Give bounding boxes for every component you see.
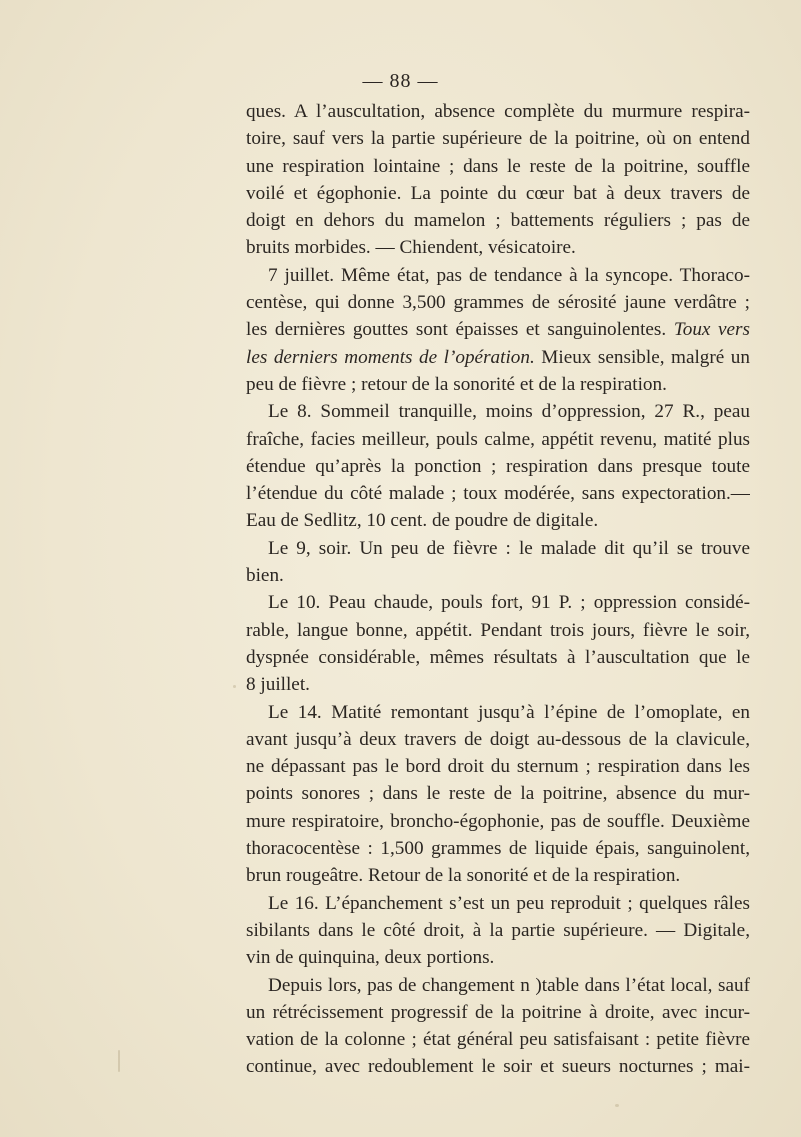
text-line [246, 316, 750, 343]
text-line: doigt en dehors du mamelon ; battements réguliers ; pas de [246, 210, 750, 232]
text-line: ques. A l’auscultation, absence complète du murmure respira- [246, 101, 750, 122]
text-line: bruits morbides. — Chiendent, vésicatoire. [246, 237, 576, 259]
text-line: dyspnée considérable, mêmes résultats à l’auscultation que le [246, 646, 750, 668]
text-line: toire, sauf vers la partie supérieure de la poitrine, où on entend [246, 128, 750, 150]
paper-speck [233, 685, 236, 688]
text-line: Le 8. Sommeil tranquille, moins d’oppression, 27 R., peau [268, 401, 750, 423]
text-line: centèse, qui donne 3,500 grammes de sérosité jaune verdâtre ; [246, 292, 750, 314]
text-line: Depuis lors, pas de changement n )table dans l’état local, sauf [268, 974, 750, 996]
paper-speck [615, 1104, 619, 1107]
text-line: thoracocentèse : 1,500 grammes de liquide épais, sanguinolent, [246, 838, 750, 860]
text-line: bien. [246, 565, 284, 587]
text-line: une respiration lointaine ; dans le reste de la poitrine, souffle [246, 155, 750, 177]
text-line: sibilants dans le côté droit, à la partie supérieure. — Digitale, [246, 919, 750, 941]
text-line [246, 344, 750, 371]
text-line: continue, avec redoublement le soir et sueurs nocturnes ; mai- [246, 1056, 750, 1078]
text-line: avant jusqu’à deux travers de doigt au-dessous de la clavicule, [246, 728, 750, 750]
text-line: 8 juillet. [246, 674, 310, 696]
text-line: voilé et égophonie. La pointe du cœur bat à deux travers de [246, 182, 750, 204]
text-line: l’étendue du côté malade ; toux modérée, sans expectoration.— [246, 483, 750, 505]
text-line: Eau de Sedlitz, 10 cent. de poudre de digitale. [246, 510, 599, 532]
text-line: vin de quinquina, deux portions. [246, 947, 495, 969]
text-line: vation de la colonne ; état général peu satisfaisant : petite fièvre [246, 1029, 750, 1051]
text-line: points sonores ; dans le reste de la poitrine, absence du mur- [246, 783, 750, 805]
text-line: brun rougeâtre. Retour de la sonorité et de la respiration. [246, 865, 681, 887]
text-line: ne dépassant pas le bord droit du sternum ; respiration dans les [246, 756, 750, 778]
text-run: Mieux sensible, malgré un [541, 346, 750, 368]
text-line: fraîche, facies meilleur, pouls calme, appétit revenu, matité plus [246, 428, 750, 450]
paper-speck [118, 1050, 120, 1072]
text-line: Le 10. Peau chaude, pouls fort, 91 P. ; oppression considé- [268, 592, 750, 614]
paper-speck [512, 600, 517, 605]
italic-run: Toux vers [673, 319, 750, 341]
text-line: Le 16. L’épanchement s’est un peu reproduit ; quelques râles [268, 892, 750, 914]
text-line: Le 9, soir. Un peu de fièvre : le malade dit qu’il se trouve [268, 537, 750, 559]
body-text [246, 98, 750, 1081]
page-number: — 88 — [362, 70, 439, 92]
text-line: un rétrécissement progressif de la poitrine à droite, avec incur- [246, 1001, 750, 1023]
text-line: rable, langue bonne, appétit. Pendant trois jours, fièvre le soir, [246, 619, 750, 641]
italic-run: les derniers moments de l’opération. [246, 346, 535, 368]
text-line: mure respiratoire, broncho-égophonie, pas de souffle. Deuxième [246, 810, 750, 832]
text-run: les dernières gouttes sont épaisses et sanguinolentes. [246, 319, 667, 341]
text-line: peu de fièvre ; retour de la sonorité et de la respiration. [246, 373, 667, 395]
text-line: 7 juillet. Même état, pas de tendance à la syncope. Thoraco- [268, 264, 750, 286]
text-line: étendue qu’après la ponction ; respiration dans presque toute [246, 455, 750, 477]
text-line: Le 14. Matité remontant jusqu’à l’épine de l’omoplate, en [268, 701, 750, 723]
